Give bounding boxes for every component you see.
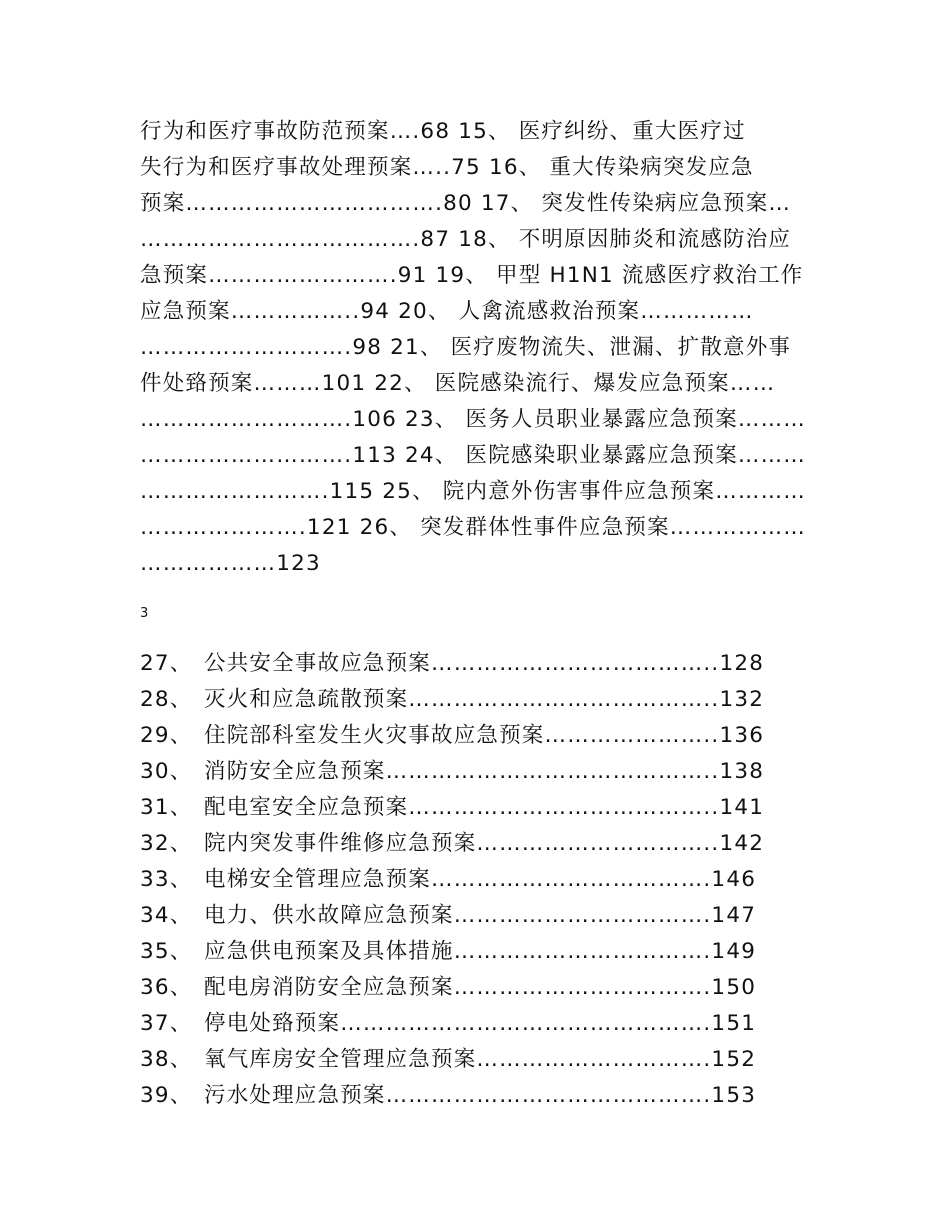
toc-item-text: 公共安全事故应急预案………………………………..128	[204, 651, 765, 676]
toc-item	[140, 936, 756, 968]
toc-item-text: 应急供电预案及具体措施…………………………….149	[204, 939, 757, 964]
toc-item-text: 配电房消防安全应急预案…………………………….150	[204, 975, 757, 1000]
toc-item-text: 氧气库房安全管理应急预案………………………….152	[204, 1047, 757, 1072]
paragraph-line: 行为和医疗事故防范预案….68 15、 医疗纠纷、重大医疗过	[140, 119, 746, 144]
toc-item	[140, 1044, 756, 1076]
paragraph-line: 预案…………………………….80 17、 突发性传染病应急预案…	[140, 191, 792, 216]
toc-item-number: 36、	[140, 975, 193, 1000]
toc-item-number: 31、	[140, 795, 193, 820]
toc-item-text: 污水处理应急预案…………………………………….153	[204, 1083, 757, 1108]
paragraph-line: ……………………………….87 18、 不明原因肺炎和流感防治应	[140, 227, 792, 252]
toc-item	[140, 1080, 756, 1112]
toc-item	[140, 1008, 756, 1040]
toc-item	[140, 720, 764, 752]
paragraph-line: ……………………….98 21、 医疗废物流失、泄漏、扩散意外事	[140, 335, 792, 360]
toc-item	[140, 972, 756, 1004]
toc-item	[140, 864, 756, 896]
toc-item-number: 32、	[140, 831, 193, 856]
toc-item-number: 39、	[140, 1083, 193, 1108]
paragraph-line: ………………123	[140, 551, 321, 576]
toc-item-number: 35、	[140, 939, 193, 964]
toc-item	[140, 792, 764, 824]
toc-item-number: 34、	[140, 903, 193, 928]
toc-item-number: 38、	[140, 1047, 193, 1072]
toc-item	[140, 900, 756, 932]
paragraph-line: 件处臵预案………101 22、 医院感染流行、爆发应急预案……	[140, 371, 776, 396]
toc-item	[140, 684, 764, 716]
toc-item-text: 电力、供水故障应急预案…………………………….147	[204, 903, 757, 928]
paragraph-line: 急预案…………………….91 19、 甲型 H1N1 流感医疗救治工作	[140, 263, 804, 288]
toc-item-text: 电梯安全管理应急预案……………………………….146	[204, 867, 757, 892]
paragraph-line: ………………….121 26、 突发群体性事件应急预案………………	[140, 515, 806, 540]
page-number: 3	[140, 606, 149, 621]
toc-item	[140, 648, 764, 680]
toc-item-text: 院内突发事件维修应急预案…………………………..142	[204, 831, 765, 856]
toc-item	[140, 828, 764, 860]
paragraph-line: ……………………….113 24、 医院感染职业暴露应急预案………	[140, 443, 806, 468]
toc-item-text: 消防安全应急预案……………………………………..138	[204, 759, 765, 784]
toc-item-number: 33、	[140, 867, 193, 892]
toc-item-text: 住院部科室发生火灾事故应急预案…………………..136	[204, 723, 765, 748]
toc-item-number: 29、	[140, 723, 193, 748]
toc-item	[140, 756, 764, 788]
toc-item-number: 27、	[140, 651, 193, 676]
paragraph-line: 失行为和医疗事故处理预案…..75 16、 重大传染病突发应急	[140, 155, 754, 180]
toc-item-text: 灭火和应急疏散预案…………………………………..132	[204, 687, 765, 712]
toc-item-text: 配电室安全应急预案…………………………………..141	[204, 795, 765, 820]
toc-item-number: 37、	[140, 1011, 193, 1036]
toc-item-number: 30、	[140, 759, 193, 784]
paragraph-line: 应急预案……………..94 20、 人禽流感救治预案……………	[140, 299, 754, 324]
toc-item-number: 28、	[140, 687, 193, 712]
paragraph-line: …………………….115 25、 院内意外伤害事件应急预案…………	[140, 479, 806, 504]
paragraph-line: ……………………….106 23、 医务人员职业暴露应急预案………	[140, 407, 806, 432]
toc-item-text: 停电处臵预案………………………………………….151	[204, 1011, 757, 1036]
